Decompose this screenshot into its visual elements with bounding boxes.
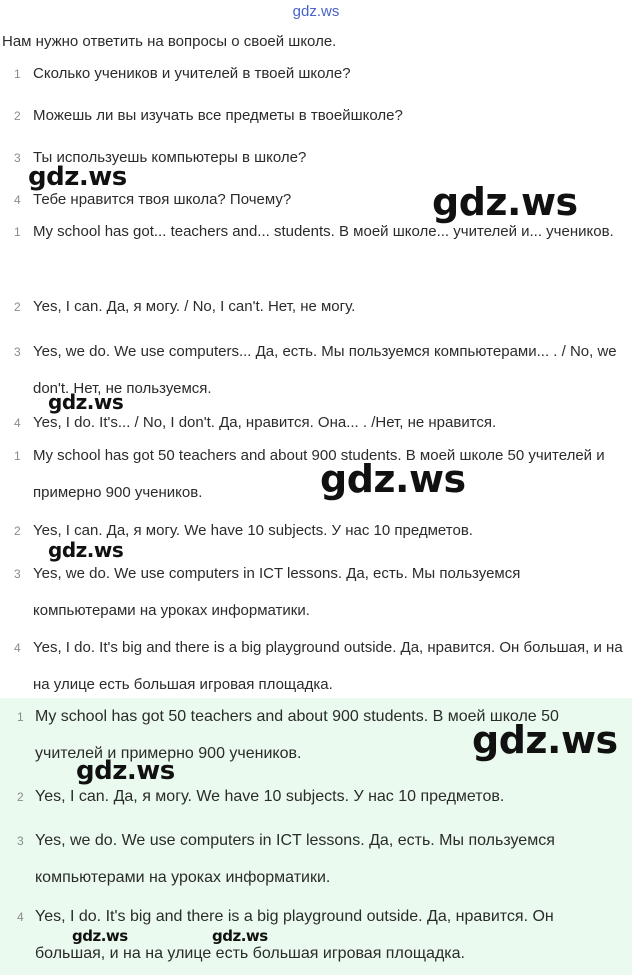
item-text: Yes, I do. It's big and there is a big playground outside. Да, нравится. Он большая, и на на улице есть большая игровая площадка. [33,639,623,693]
item-text: Yes, we do. We use computers in ICT lessons. Да, есть. Мы пользуемся компьютерами на уроках информатики. [35,832,555,886]
item-number: 1 [14,225,21,239]
item-number: 2 [14,300,21,314]
watermark-text: gdz.ws [28,162,127,192]
item-number: 3 [14,345,21,359]
item-number: 1 [17,710,24,724]
item-text: Ты используешь компьютеры в школе? [33,149,307,166]
item-number: 1 [14,449,21,463]
item-text: Yes, I can. Да, я могу. / No, I can't. Нет, не могу. [33,298,356,315]
item-text: Сколько учеников и учителей в твоей школе? [33,65,351,82]
item-number: 2 [14,524,21,538]
watermark-text: gdz.ws [76,756,175,786]
item-text: My school has got 50 teachers and about 900 students. В моей школе 50 учителей и примерно 900 учеников. [33,447,605,501]
item-number: 4 [17,910,24,924]
item-number: 2 [14,109,21,123]
item-text: Yes, I do. It's... / No, I don't. Да, нравится. Она... . /Нет, не нравится. [33,414,497,431]
top-watermark: gdz.ws [292,3,340,20]
item-number: 4 [14,193,21,207]
item-number: 3 [14,151,21,165]
item-text: Yes, we do. We use computers in ICT lessons. Да, есть. Мы пользуемся компьютерами на уроках информатики. [33,565,521,619]
item-number: 1 [14,67,21,81]
watermark-text: gdz.ws [212,927,268,945]
item-text: Yes, we do. We use computers... Да, есть. Мы пользуемся компьютерами... . / No, we don't. Нет, не пользуемся. [33,343,617,397]
watermark-text: gdz.ws [320,457,466,501]
item-text: Yes, I do. It's big and there is a big playground outside. Да, нравится. Он большая, и на на улице есть большая игровая площадка. [35,908,554,962]
item-number: 3 [17,834,24,848]
intro-text: Нам нужно ответить на вопросы о своей школе. [2,33,337,50]
watermark-text: gdz.ws [72,927,128,945]
item-text: Можешь ли вы изучать все предметы в твоейшколе? [33,107,403,124]
watermark-text: gdz.ws [472,718,618,762]
item-number: 2 [17,790,24,804]
item-text: Yes, I can. Да, я могу. We have 10 subjects. У нас 10 предметов. [33,522,473,539]
item-number: 4 [14,416,21,430]
item-text: Yes, I can. Да, я могу. We have 10 subjects. У нас 10 предметов. [35,788,505,805]
item-text: My school has got 50 teachers and about 900 students. В моей школе 50 учителей и примерно 900 учеников. [35,708,559,762]
watermark-text: gdz.ws [48,390,124,414]
watermark-text: gdz.ws [432,180,578,224]
item-text: My school has got... teachers and... students. В моей школе... учителей и... учеников. [33,223,614,240]
watermark-text: gdz.ws [48,538,124,562]
item-number: 3 [14,567,21,581]
item-text: Тебе нравится твоя школа? Почему? [33,191,292,208]
item-number: 4 [14,641,21,655]
